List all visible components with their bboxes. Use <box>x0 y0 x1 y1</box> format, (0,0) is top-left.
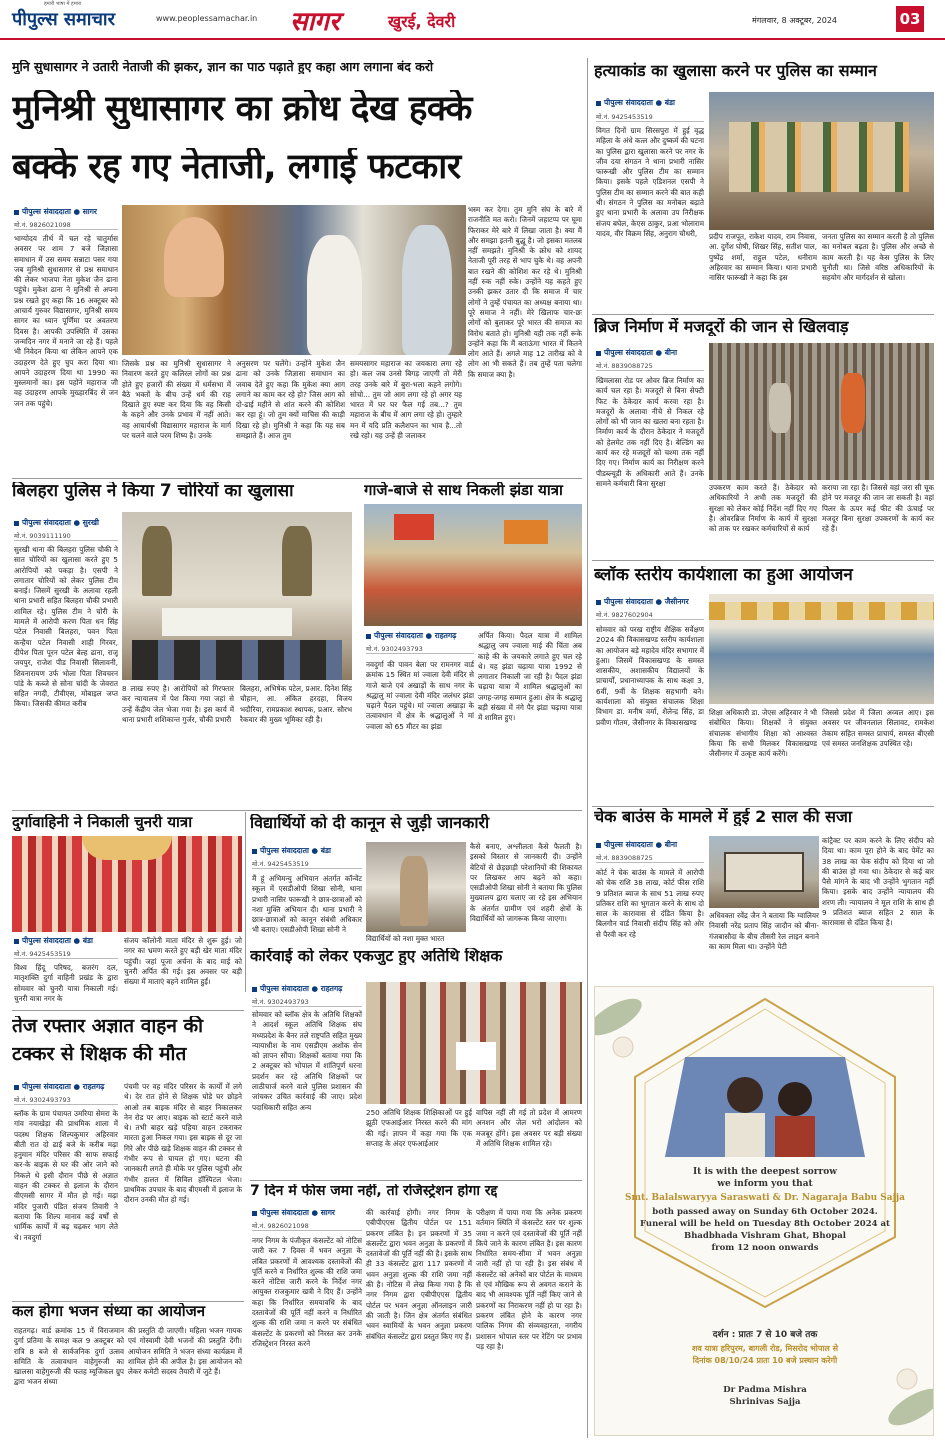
obituary-line-3: both passed away on Sunday 6th October 2024. <box>652 1207 878 1217</box>
brand-tagline: हमारी भाषा में हमारा <box>44 1 82 7</box>
floral-leaf-icon <box>595 992 647 1043</box>
portrait-man-body <box>725 1113 765 1157</box>
obituary-line-6: from 12 noon onwards <box>711 1243 819 1253</box>
obituary-names: Smt. Balalswaryya Saraswati & Dr. Nagaraja Babu Sajja <box>625 1193 905 1203</box>
banner-strip <box>709 602 934 620</box>
bridge-byline: पीपुल्स संवाददाता ● बीना <box>596 348 704 358</box>
fees-headline: 7 दिन में फीस जमा नहीं, तो रजिस्ट्रेशन होगा रद्द <box>250 1184 498 1199</box>
towns-title: खुरई, देवरी <box>388 12 456 31</box>
portrait-woman <box>778 1082 812 1116</box>
brand-logo: पीपुल्स समाचार <box>12 9 115 30</box>
bilhara-byline: पीपुल्स संवाददाता ● सुरखी <box>14 518 118 528</box>
court-gate <box>724 852 804 892</box>
cheque-headline: चेक बाउंस के मामले में हुई 2 साल की सजा <box>594 808 852 826</box>
jhanda-byline: पीपुल्स संवाददाता ● राहतगढ़ <box>366 631 474 641</box>
teja-byline: पीपुल्स संवाददाता ● राहतगढ़ <box>14 1082 118 1092</box>
vidyarthi-col-2: विद्यार्थियों को नशा मुक्त भारत <box>366 934 445 943</box>
workshop-byline: पीपुल्स संवाददाता ● जैसीनगर <box>596 597 704 607</box>
karwai-phone: मो.नं. 9302493793 <box>252 997 362 1007</box>
durga-col-2: संजय कॉलोनी माता मंदिर से शुरू हुई। जो नगर का भ्रमण करते हुए बड़ी खेर माता मंदिर पहुंची। जहां पूजा अर्चना के बाद माई को चुनरी अर्पित की गई। इस अवसर पर बड़ी संख्या में माताएं बहने शामिल हुईं। <box>124 936 242 987</box>
cheque-col-2: अधिवक्ता रवेंद्र जैन ने बताया कि ग्वालियर निवासी नरेंद्र प्रताप सिंह जादौन को बीना-गंजबासौदा के बीच तीसरी रेल लाइन बनाने का काम मिला था। उन्होंने पेटी <box>709 911 819 951</box>
obituary-yatra-1: शव यात्रा हरिपुरम, बागली रोड, मिसरोद भोपाल से <box>691 1344 839 1353</box>
website[interactable]: www.peoplessamachar.in <box>156 14 258 23</box>
cheque-phone: मो.नं. 8839088725 <box>596 853 704 863</box>
fees-byline: पीपुल्स संवाददाता ● सागर <box>252 1208 362 1218</box>
bridge-photo <box>709 343 934 480</box>
bilhara-phone: मो.नं. 9039111190 <box>14 531 118 541</box>
audience-figure <box>402 225 452 355</box>
flag-icon <box>394 514 434 540</box>
obituary-line-5: Bhadbhada Vishram Ghat, Bhopal <box>684 1231 846 1241</box>
divider-mid <box>12 810 582 811</box>
bhajan-col-1: राहतगढ़। वार्ड क्रमांक 15 में विराजमान दुर्गा प्रतिमा के समक्ष कल 9 अक्टूबर को रात्रि 8 बजे से सार्वजनिक दुर्गा उत्सव समिति के तत्वावधान वाहेगुरुजी का खालसा वाहेगुरुजी की फतह म्यूजिकल ग्रुप द्वारा भजन संध्या <box>14 1326 124 1387</box>
workshop-col-3: जिससे प्रदेश में जिला अव्वल आए। इस अवसर पर जीवनलाल सिलावट, रामकेश तेकाम सहित समस्त प्राचार्य, समस्त बीएसी एवं समस्त जनशिक्षक उपस्थित रहे। <box>822 708 934 748</box>
cheque-court-photo <box>709 836 819 908</box>
obituary-line-4: Funeral will be held on Tuesday 8th October 2024 at <box>640 1219 890 1229</box>
teja-col-2: पंचमी पर वह मंदिर परिसर के कार्यों में लगे थे। देर रात होने से शिक्षक घोडे घर छोड़ने आओ तब बाइक मंदिर से बाहर निकालकर नेन रोड पर आए। बाइक को स्टार्ट करने वाले थे। तभी बाहर खड़े पहिया वाहन टकराकर मारता हुआ निकल गया। इस बाइक से दूर जा गिरे और पीछे खड़े शिक्षक वाहन की टक्कर से गंभीर रूप से घायल हो गए। घटना की जानकारी लगते ही मौके पर पुलिस पहुंची और गंभीर हालत में सिविल हॉस्पिटल भेजा। प्राथमिक उपचार के बाद बीएमसी में इलाज के दौरान उनकी मौत हो गई। <box>124 1082 242 1205</box>
speaker-figure <box>307 235 362 355</box>
obituary-line-2: we inform you that <box>717 1179 813 1189</box>
workshop-headline: ब्लॉक स्तरीय कार्यशाला का हुआ आयोजन <box>594 566 853 585</box>
seized-goods-table <box>162 608 292 636</box>
cheque-byline: पीपुल्स संवाददाता ● बीना <box>596 840 704 850</box>
police-honor-byline: पीपुल्स संवाददाता ● बंडा <box>596 98 704 108</box>
police-honor-col-2: प्रदीप राजपूत, राकेश यादव, राम निवास, आ. दुर्गेश घोषी, शिखर सिंह, सतीश पाल, पुष्पेंद्र शर्मा, राहुल पटेल, धनीराम अहिरवार का सम्मान किया। थाना प्रभारी नासिर फारूखी ने कहा कि इस <box>709 232 817 283</box>
lead-col-2: जिसके प्रश्न का मुनिश्री सुधासागर ने निवारण करते हुए कलिरल लोगों का प्रश्न होते हुए हजारों की संख्या में धर्मसभा में बैठे भक्तों के बीच उन्हें धर्म की राह दिखाते हुए स्पष्ट कर दिया कि वह किसी के कहने और उनके प्रभाव में नहीं आते। वह आचार्यश्री विद्यासागर महाराज के मार्ग पर चलने वाले परम शिष्य है। उनके <box>122 359 231 441</box>
vidyarthi-byline: पीपुल्स संवाददाता ● बंडा <box>252 846 362 856</box>
teja-headline-1: तेज रफ्तार अज्ञात वाहन की <box>12 1016 203 1037</box>
city-title: सागर <box>290 7 340 37</box>
bilhara-photo <box>122 512 352 680</box>
bridge-col-1: खिमलासा रोड पर ओवर ब्रिज निर्माण का कार्य चल रहा है। मजदूरों से बिना सेफ्टी फिट के ठेकेदार कार्य करवा रहा है। मजदूरों के अलावा नीचे से निकल रहे लोगों को भी जान का खतरा बना रहता है। निर्माण कार्य के दौरान ठेकेदार ने मजदूरों को हेलमेट तक नहीं दिए है। बेल्डिंग का कार्य कर रहे मजदूरों को चश्मा तक नहीं दिए गए। निर्माण कार्य का निरीक्षण करने पीडब्ल्यूडी के अधिकारी आते हैं। उनके सामने कर्मचारी बिना सुरक्षा <box>596 376 704 488</box>
issue-date: मंगलवार, 8 अक्टूबर, 2024 <box>752 16 838 25</box>
bridge-phone: मो.नं. 8839088725 <box>596 361 704 371</box>
flag-icon <box>504 520 548 544</box>
accused-row <box>132 640 342 680</box>
vidyarthi-phone: मो.नं. 9425453519 <box>252 859 362 869</box>
police-honor-phone: मो.नं. 9425453519 <box>596 112 704 122</box>
karwai-photo <box>366 982 582 1104</box>
obituary-ad <box>594 986 934 1436</box>
teja-col-1: ब्लॉक के ग्राम पंचायत उमरिया सेमरा के गांव नयाखेड़ा की प्राथमिक शाला में पदस्थ शिक्षक शिल्पकुमार अहिरवार बीती रात दो ढाई बजे के करीब मढ़ा हनुमान मंदिर परिसर की साफ सफाई कर-के बाइक से घर की ओर जाने को निकले थे इसी दौरान पीछे से अज्ञात वाहन की टक्कर से इलाज के दौरान वीएमसी सागर में मौत हो गई। मढ़ा मंदिर पुजारी पंडित संजय तिवारी ने बताया कि शिल्प मानाव कई वर्षों से धार्मिक कार्यों में बढ़ चढ़कर भाग लेते थे। नवदुर्गा <box>14 1109 118 1242</box>
garland-group <box>729 122 909 192</box>
jhanda-phone: मो.नं. 9302493793 <box>366 644 474 654</box>
police-honor-photo <box>709 92 934 230</box>
divider-left-bottom <box>12 1010 244 1011</box>
lead-phone: मो.नं. 9826021098 <box>14 220 118 230</box>
lead-headline-2: बक्के रह गए नेताजी, लगाई फटकार <box>12 148 461 187</box>
lead-headline-1: मुनिश्री सुधासागर का क्रोध देख हक्के <box>12 90 472 129</box>
bilhara-col-2: 8 लाख रुपए है। आरोपियों को गिरफ्तार कर न्यायालय में पेश किया गया जहां से उन्हें केंद्रीय जेल भेजा गया है। इस कार्य में थाना प्रभारी शशिकान्त गुर्जर, चौकी प्रभारी <box>122 684 234 724</box>
cheque-col-3: कांट्रैक्ट पर काम करने के लिए संदीप को दिया था। काम पूरा होने के बाद पेमेंट का 38 लाख का चेक संदीप को दिया था जो की बाउंस हो गया था। ठेकेदार से कई बार पैसे मांगने के बाद भी उन्होंने भुगतान नहीं किया। इसके बाद उन्होंने न्यायालय की शरण ली। न्यायालय ने मूल राशि के साथ ही 9 प्रतिशत ब्याज सहित 2 साल के कारावास से दंडित किया है। <box>822 836 934 928</box>
worker-figure <box>769 383 791 433</box>
police-officer <box>282 526 312 596</box>
teja-headline-2: टक्कर से शिक्षक की मौत <box>12 1044 187 1065</box>
lead-col-3: अनुसरण पर चलेंगे। उन्होंने मुकेश जैन ढाना को उनके जिज्ञासा समाधान का जवाब देते हुए कहा कि मुकेश क्या आग लगाने का काम कर रहे हो? जिस आग को दो-ढाई महीने से शांत करने की कोशिश कर रहा हूं। जो तुम क्यों माचिस की काड़ी दिखा रहे हो। मुनिश्री ने कहा कि यह सब समझाते हैं। आज तुम <box>236 359 345 441</box>
divider-right-3 <box>592 806 934 807</box>
karwai-col-3: वापिस नहीं ली गई तो प्रदेश में आमरण अनशन और जेल भरो आंदोलन को मजबूर होंगे। इस अवसर पर बड़ी संख्या में अतिथि शिक्षक शामिल रहे। <box>476 1108 582 1148</box>
obituary-line-1: It is with the deepest sorrow <box>692 1167 838 1177</box>
lead-col-5: भस्म कर देगा। तुम मुनि संघ के बारे में राजनीति मत करो। जिनमें जहाटप्प पर घूमा फिराकर मेरे बारे में लिखा जाता है। क्या मैं और समझा इतनी बुद्धू है। जो इसका मतलब नहीं समझते। मुनिश्री के क्रोध को शायद नेताजी पूरी तरह से भाप चुके थे। वह अपनी बात रखने की कोशिश कर रहे थे। मुनिश्री नहीं रुक नहीं रुके। उन्होंने यह कहते हुए उनकी झकर उतार दी कि समाज में चार लोगों ने तुम्हें पंचायत का अध्यक्ष बनाया था। पूरे समाज ने नहीं। मेरे खिलाफ चार-छः लोगों को बुलाकर पूरे भारत की समाज का विरोध बताते हो। मुनिश्री यही तक नहीं रूके उन्होंने कहा कि मैं बताऊंगा भारत में कितने लोग आते हैं। अगले माह 12 तारीख को वे लोग आ भी सकते हैं। तब तुम्हें पता चलेगा कि समाज क्या है। <box>468 205 582 379</box>
divider-vertical-mid <box>245 812 246 992</box>
fees-col-1: नगर निगम के पंजीकृत कंसल्टेंट को नोटिस जारी कर 7 दिवस में भवन अनुज्ञा के लंबित प्रकरणों में आवश्यक दस्तावेजों की पूर्ति करने व निर्धारित शुल्क की राशि जमा करने नोटिस जारी करने के निर्देश नगर आयुक्त राजकुमार खत्री ने दिए हैं। उन्होंने कहा कि निर्धारित समयावधि के बाद दस्तावेजों की पूर्ति नहीं करने व निर्धारित शुल्क की राशि जमा न करने पर संबंधित कंसल्टेंट के प्रकरणों को निरस्त कर उनके रजिस्ट्रेशन निरस्त करने <box>252 1236 362 1348</box>
divider-fees <box>250 1180 582 1181</box>
durga-col-1: विश्व हिंदू परिषद, बजरंग दल, मातृशक्ति दुर्गा वाहिनी प्रखंड के द्वारा सोमवार को चुनरी यात्रा निकाली गई। चुनरी यात्रा नगर के <box>14 963 118 1003</box>
fees-col-2: की कार्रवाई होगी। नगर निगम के एबीपीएएस द्वितीय पोर्टल पर 151 प्रकरण लंबित है। इन प्रकरणों में 35 कंसल्टेंट द्वारा भवन अनुज्ञा के प्रकरणों में दस्तावेजों की पूर्ति नहीं की है। इसके साथ ही 33 कंसल्टेंट द्वारा 117 प्रकरणों में भवन अनुज्ञा शुल्क की राशि जमा नहीं की है। नोटिस में लेख किया गया है कि नगर निगम द्वारा एबीपीएएस द्वितीय पोर्टल पर भवन अनुज्ञा ऑनलाइन जारी की जाती है। जिन क्षेत्र अंतर्गत संबंधित भवन स्वामियों के भवन अनुज्ञा प्रकरण संबंधित कंसल्टेंट द्वारा प्रस्तुत किए गए हैं। <box>366 1208 472 1341</box>
vidyarthi-col-1: मैं हूं अभिमन्यु अभियान अंतर्गत कॉन्वेंट स्कूल में एसडीओपी शिखा सोनी, थाना प्रभारी नासिर फारूखी ने छात्र-छात्राओं को नशा मुक्ति अभियान दी। थाना प्रभारी ने छात्र-छात्राओं को कानून संबंधी अधिकार भी बताए। एसडीओपी शिखा सोनी ने <box>252 874 362 935</box>
bhajan-col-2: की प्रस्तुति दी जाएगी। महिला भजन गायक एवं गोस्वामी देवी भजनों की प्रस्तुति देंगी। आयोजन समिति ने भजन संध्या कार्यक्रम में शामिल होने की अपील है। इस आयोजन को लेकर कमेटी सदस्य तैयारी में जुटे हैं। <box>128 1326 242 1377</box>
workshop-col-1: सोमवार को परख राष्ट्रीय शैक्षिक सर्वेक्षण 2024 की विकासखण्ड स्तरीय कार्यशाला का आयोजन बड़े महादेव मंदिर सभागार में हुआ। जिसमें विकासखण्ड के समस्त शासकीय, अशासकीय विद्यालयों के प्राचार्यों, प्रधानाध्यापक के साथ कक्षा 3, 6वीं, 9वीं के शिक्षक सहभागी बने। कार्यशाला को संयुक्त संचालक शिक्षा विभाग डा. मनीष वर्मा, शैलेन्द्र सिंह, डा प्रवीण गौतम, जैसीनगर के विकासखण्ड <box>596 625 704 727</box>
workshop-phone: मो.नं. 9827602904 <box>596 610 704 620</box>
bilhara-headline: बिलहरा पुलिस ने किया 7 चोरियों का खुलासा <box>12 482 294 501</box>
jhanda-col-1: नवदुर्गा की पावन बेला पर रामनगर वार्ड क्रमांक 15 स्थित मां ज्वाला देवी मंदिर से गाजे बाजे एवं अखाड़ों के साथ नगर के श्रद्धालु मां ज्वाला देवी मंदिर जलंधर झंडा चढ़ाने पैदल पहुंचे। मां ज्वाला अखाड़ा के तत्वावधान में क्षेत्र के श्रद्धालुओं ने मां ज्वाला को 65 मीटर का झंडा <box>366 660 474 731</box>
cheque-col-1: कोर्ट ने चेक बाउंस के मामले में आरोपी को चेक राशि 38 लाख, कोर्ट फीस राशि 9 प्रतिशत ब्याज के साथ 51 लाख रुपए प्रतिकर राशि का भुगतान करने के साथ दो साल के कारावास से दंडित किया है। बिलगौन वार्ड निवासी संदीप सिंह को ओर से पैरवी कर रहे <box>596 868 704 939</box>
divider-lead <box>12 478 582 479</box>
lead-col-4: समयसागर महाराज का जयकारा लगा रहे हो। कल जब उनसे बिगड़ जाएगी तो मेरी तरह उनके बारे में बुरा-भला कहने लगोगे। सोचो... तुम जो आग लगा रहे हो अगर यह भारत में घर घर फैल गई तब...? तुम महाराज के बीच में आग लगा रहे हो। तुम्हारे मन में यदि प्रति कलैशपन का भाव है...तो रखे रहो। यह उन्हें ही जलाकर <box>350 359 462 441</box>
bilhara-col-1: सुरखी थाना की बिलहरा पुलिस चौकी ने सात चोरियों का खुलासा करते हुए 5 आरोपियों को पकड़ा है। एसपी ने लगातार चोरियों को लेकर पुलिस टीम बनाई। जिसमें सुरखी के अलावा रहली थाना प्रभारी सहित बिलहरा चौकी प्रभारी शामिल रहे। पुलिस टीम ने चोरी के मामले में आरोपी करण पिता धन सिंह पटेल निवासी बिलहरा, पवन पिता कन्हैया पटेल निवासी शाही गिरवर, दीपेश पिता पूरन पटेल बेल्ह ढाना, राजू जयपुर, राजेश पीड निवासी सिलावनी, शिवनारायण उर्फ भोला पिता शिवचरन पांडे के कब्जे से सोना चांदी के जेवरात सहित नगदी, टीवीएस, मोबाइल जप्त किया। जिसकी कीमत करीब <box>14 545 118 709</box>
karwai-headline: कार्रवाई को लेकर एकजुट हुए अतिथि शिक्षक <box>250 948 582 965</box>
obituary-sign-2: Shrinivas Sajja <box>729 1397 801 1407</box>
bridge-headline: ब्रिज निर्माण में मजदूरों की जान से खिलवाड़ <box>594 318 849 336</box>
police-honor-col-1: विगत दिनों ग्राम सिरसपुरा में हुई वृद्ध महिला के अंधे कत्ल और दुष्कर्म की घटना का पुलिस द्वारा खुलासा करने पर नगर के जीव दया संगठन ने थाना प्रभारी नासिर फारूखी और पुलिस टीम का सम्मान किया। इसके पहले एडिशनल एसपी ने पुलिस टीम का सम्मान करने की बात कही थी। संगठन ने पुलिस का मनोबल बढ़ाते हुए थाना प्रभारी के अलावा उप निरीक्षक संजय बघेल, केएस ठाकुर, प्रआ भोलाराम यादव, वीर विक्रम सिंह, अनुराग चौधरी, <box>596 126 704 238</box>
bridge-col-2: उपकरण काम करते हैं। ठेकेदार को अधिकारियों ने अभी तक मजदूरों की सुरक्षा को लेकर कोई निर्देश नहीं दिए गए है। ओवरब्रिज निर्माण के कार्य में सुरक्षा को ताक पर रखकर कर्मचारियों से कार्य <box>709 483 817 534</box>
vidyarthi-headline: विद्यार्थियों को दी कानून से जुड़ी जानकारी <box>250 814 490 832</box>
page-number: 03 <box>896 6 924 32</box>
temple-arch <box>82 836 172 860</box>
workshop-col-2: शिक्षा अधिकारी डा. जेएस अहिरवार ने भी संबोधित किया। शिक्षकों ने संयुक्त संचालक संभागीय शिक्षा को आश्वस्त किया कि सभी मिलकर विकासखण्ड जैसीनगर में उत्कृष्ट कार्य करेंगे। <box>709 708 817 759</box>
durga-phone: मो.नं. 9425453519 <box>14 949 118 959</box>
police-honor-headline: हत्याकांड का खुलासा करने पर पुलिस का सम्मान <box>594 62 877 80</box>
divider-right-1 <box>592 314 934 315</box>
portrait-woman-body <box>775 1116 815 1157</box>
lead-col-1: भाग्योदय तीर्थ में चल रहे चातुर्मास अवसर पर शाम 7 बजे जिज्ञासा समाधान में उस समय सन्नाटा पसर गया जब मुनिश्री सुधासागर से प्रश्न समाधान की लेकर भाजपा नेता मुकेश जैन ढाना पहुंचे। मुकेश ढाना ने मुनिश्री से अपना प्रश्न रखते हुए कहा कि 16 अक्टूबर को आचार्य गुरुवर विद्यासागर, मुनिश्री समय सागर का ध्यान पूर्णिमा पर अवतरण दिवस है। आपकी उपस्थिति में उसका जन्मदिन नगर में मनाने जा रहे हैं। पहले भी निवेदन किया था लेकिन आपने एक उदाहरण देते हुए चुप करा दिया था। आपने उदाहरण दिया था 1990 का मुस्लमानों का। इस पहोंने महाराज जी वह उदाहरण आपके मुख्हारबिंद से जन जन तक पहुंचे। <box>14 234 118 408</box>
lead-photo <box>122 205 466 355</box>
durga-headline: दुर्गावाहिनी ने निकाली चुनरी यात्रा <box>12 814 193 831</box>
divider-vertical-main <box>587 58 588 1438</box>
bilhara-col-3: बिलहरा, अभिषेक पटेल, प्रआर. दिनेश सिंह चौहान, आ. अंकित हरदहा, विजय भदौरिया, रामप्रकाश स्थापक, प्रआर. सौरभ रैकवार की मुख्य भूमिका रही है। <box>240 684 352 724</box>
memorandum-paper <box>456 1042 496 1070</box>
teja-phone: मो.नं. 9302493793 <box>14 1095 118 1105</box>
karwai-byline: पीपुल्स संवाददाता ● राहतगढ़ <box>252 984 362 994</box>
jhanda-photo <box>364 504 582 626</box>
bridge-col-3: कराया जा रहा है। जिससे वहां जरा सी चूक होने पर मजदूर की जान जा सकती है। वहां पिलर के ऊपर कई फीट की ऊंचाई पर मजदूर बिना सुरक्षा उपकरणों के कार्य कर रहे हैं। <box>822 483 934 534</box>
karwai-col-1: सोमवार को ब्लॉक क्षेत्र के अतिथि शिक्षकों ने आदर्श स्कूल अतिथि शिक्षक संघ मध्यप्रदेश के बैनर तले राष्ट्रपति सहित मुख्य न्यायाधीश के नाम एसडीएम अशोक सेन को ज्ञापन सौंपा। शिक्षकों बताया गया कि 2 अक्टूबर को भोपाल में शांतिपूर्ण धरना प्रदर्शन कर रहे अतिथि शिक्षकों पर लाठीचार्ज करने वाले पुलिस प्रशासन की जांचकर उचित कार्रवाई की जाए। प्रदेश पदाधिकारी सहित अन्य <box>252 1010 362 1112</box>
jhanda-headline: गाजे-बाजे से साथ निकली झंडा यात्रा <box>364 482 563 499</box>
obituary-yatra-2: दिनांक 08/10/24 प्रातः 10 बजे प्रस्थान करेगी <box>692 1356 838 1365</box>
workshop-photo <box>709 594 934 704</box>
karwai-col-2: 250 अतिथि शिक्षक शिक्षिकाओं पर हुई झूठी एफआईआर निरस्त करने की मांग की गई। ज्ञापन में कहा गया कि एक सप्ताह के अंदर एफआईआर <box>366 1108 472 1148</box>
obituary-darshan: दर्शन : प्रातः 7 से 10 बजे तक <box>712 1330 818 1340</box>
jhanda-col-2: अर्पित किया। पैदल यात्रा में शामिल श्रद्धालु जय ज्वाला माई की चिंता अब काहे की के जयकारे लगाते हुए चल रहे थे। यह झंडा चढ़ाया यात्रा 1992 से लगातार निकाली जा रही है। पैदल झंडा चढ़ाया यात्रा में शामिल श्रद्धालुओं का जगह-जगह सम्मान हुआ। क्षेत्र के श्रद्धालु बड़ी संख्या में नंगे पैर झंडा चढ़ाया यात्रा में शामिल हुए। <box>478 631 582 723</box>
vidyarthi-col-3: कैसे बनाए, अश्लीलता कैसे फैलती है। इसको विस्तार से जानकारी दी। उन्होंने बेटियों से छेड़छाड़ी परेशानियों की शिकायत पर लिखकर आप बढ़ने को कहा। एसडीओपी शिखा सोनी ने बताया कि पुलिस मुख्यालय द्वारा चलाए जा रहे इस अभियान के अंतर्गत ग्रामीण एवं शहरी क्षेत्रों के विद्यार्थियों को जागरूक किया जाएगा। <box>470 842 582 924</box>
divider-left-bottom-2 <box>12 1301 244 1302</box>
divider-right-2 <box>592 560 934 561</box>
lead-kicker: मुनि सुधासागर ने उतारी नेताजी की झकर, ज्ञान का पाठ पढ़ाते हुए कहा आग लगाना बंद करो <box>12 60 434 74</box>
fees-col-3: परीक्षण में पाया गया कि अनेक प्रकरण वर्तमान स्थिति में कंसल्टेंट स्तर पर शुल्क जमा न करने एवं दस्तावेजों की पूर्ति नहीं किये जाने के कारण लंबित है। इस कारण निर्धारित समय-सीमा में भवन अनुज्ञा जारी नहीं हो पा रही है। इस संबंध में कंसल्टेंट को अनेकों बार पोर्टल के माध्यम से एवं मौखिक रूप से अवगत कराने के बाद भी आवश्यक पूर्ति नहीं किए जाने से प्रकरणों का निराकरण नहीं हो पा रहा है। प्रकरण लंबित होने के कारण नगर पालिक निगम की संव्यवहारता, नगरीय प्रशासन भोपाल स्तर पर रेटिंग पर प्रभाव पड़ रहा है। <box>476 1208 582 1351</box>
fees-phone: मो.नं. 9826021098 <box>252 1221 362 1231</box>
lead-byline: पीपुल्स संवाददाता ● सागर <box>14 207 118 217</box>
bhajan-headline: कल होगा भजन संध्या का आयोजन <box>12 1303 206 1320</box>
officer-speaker <box>400 856 428 926</box>
durga-photo <box>12 836 242 932</box>
vidyarthi-photo <box>366 842 466 932</box>
portrait-man <box>727 1077 763 1113</box>
obituary-sign-1: Dr Padma Mishra <box>723 1385 807 1395</box>
flower-icon <box>613 1037 633 1057</box>
masthead <box>0 0 945 40</box>
durga-byline: पीपुल्स संवाददाता ● बंडा <box>14 936 118 946</box>
monk-figure <box>164 217 224 297</box>
police-officer <box>142 526 172 596</box>
worker-figure <box>841 373 865 433</box>
police-honor-col-3: जनता पुलिस का सम्मान करती है तो पुलिस का मनोबल बढ़ता है। पुलिस और अच्छे से काम करती है। यह केस पुलिस के लिए चुनौती था। जिसे वरिष्ठ अधिकारियों के सहयोग और मार्गदर्शन से खोला। <box>822 232 934 283</box>
